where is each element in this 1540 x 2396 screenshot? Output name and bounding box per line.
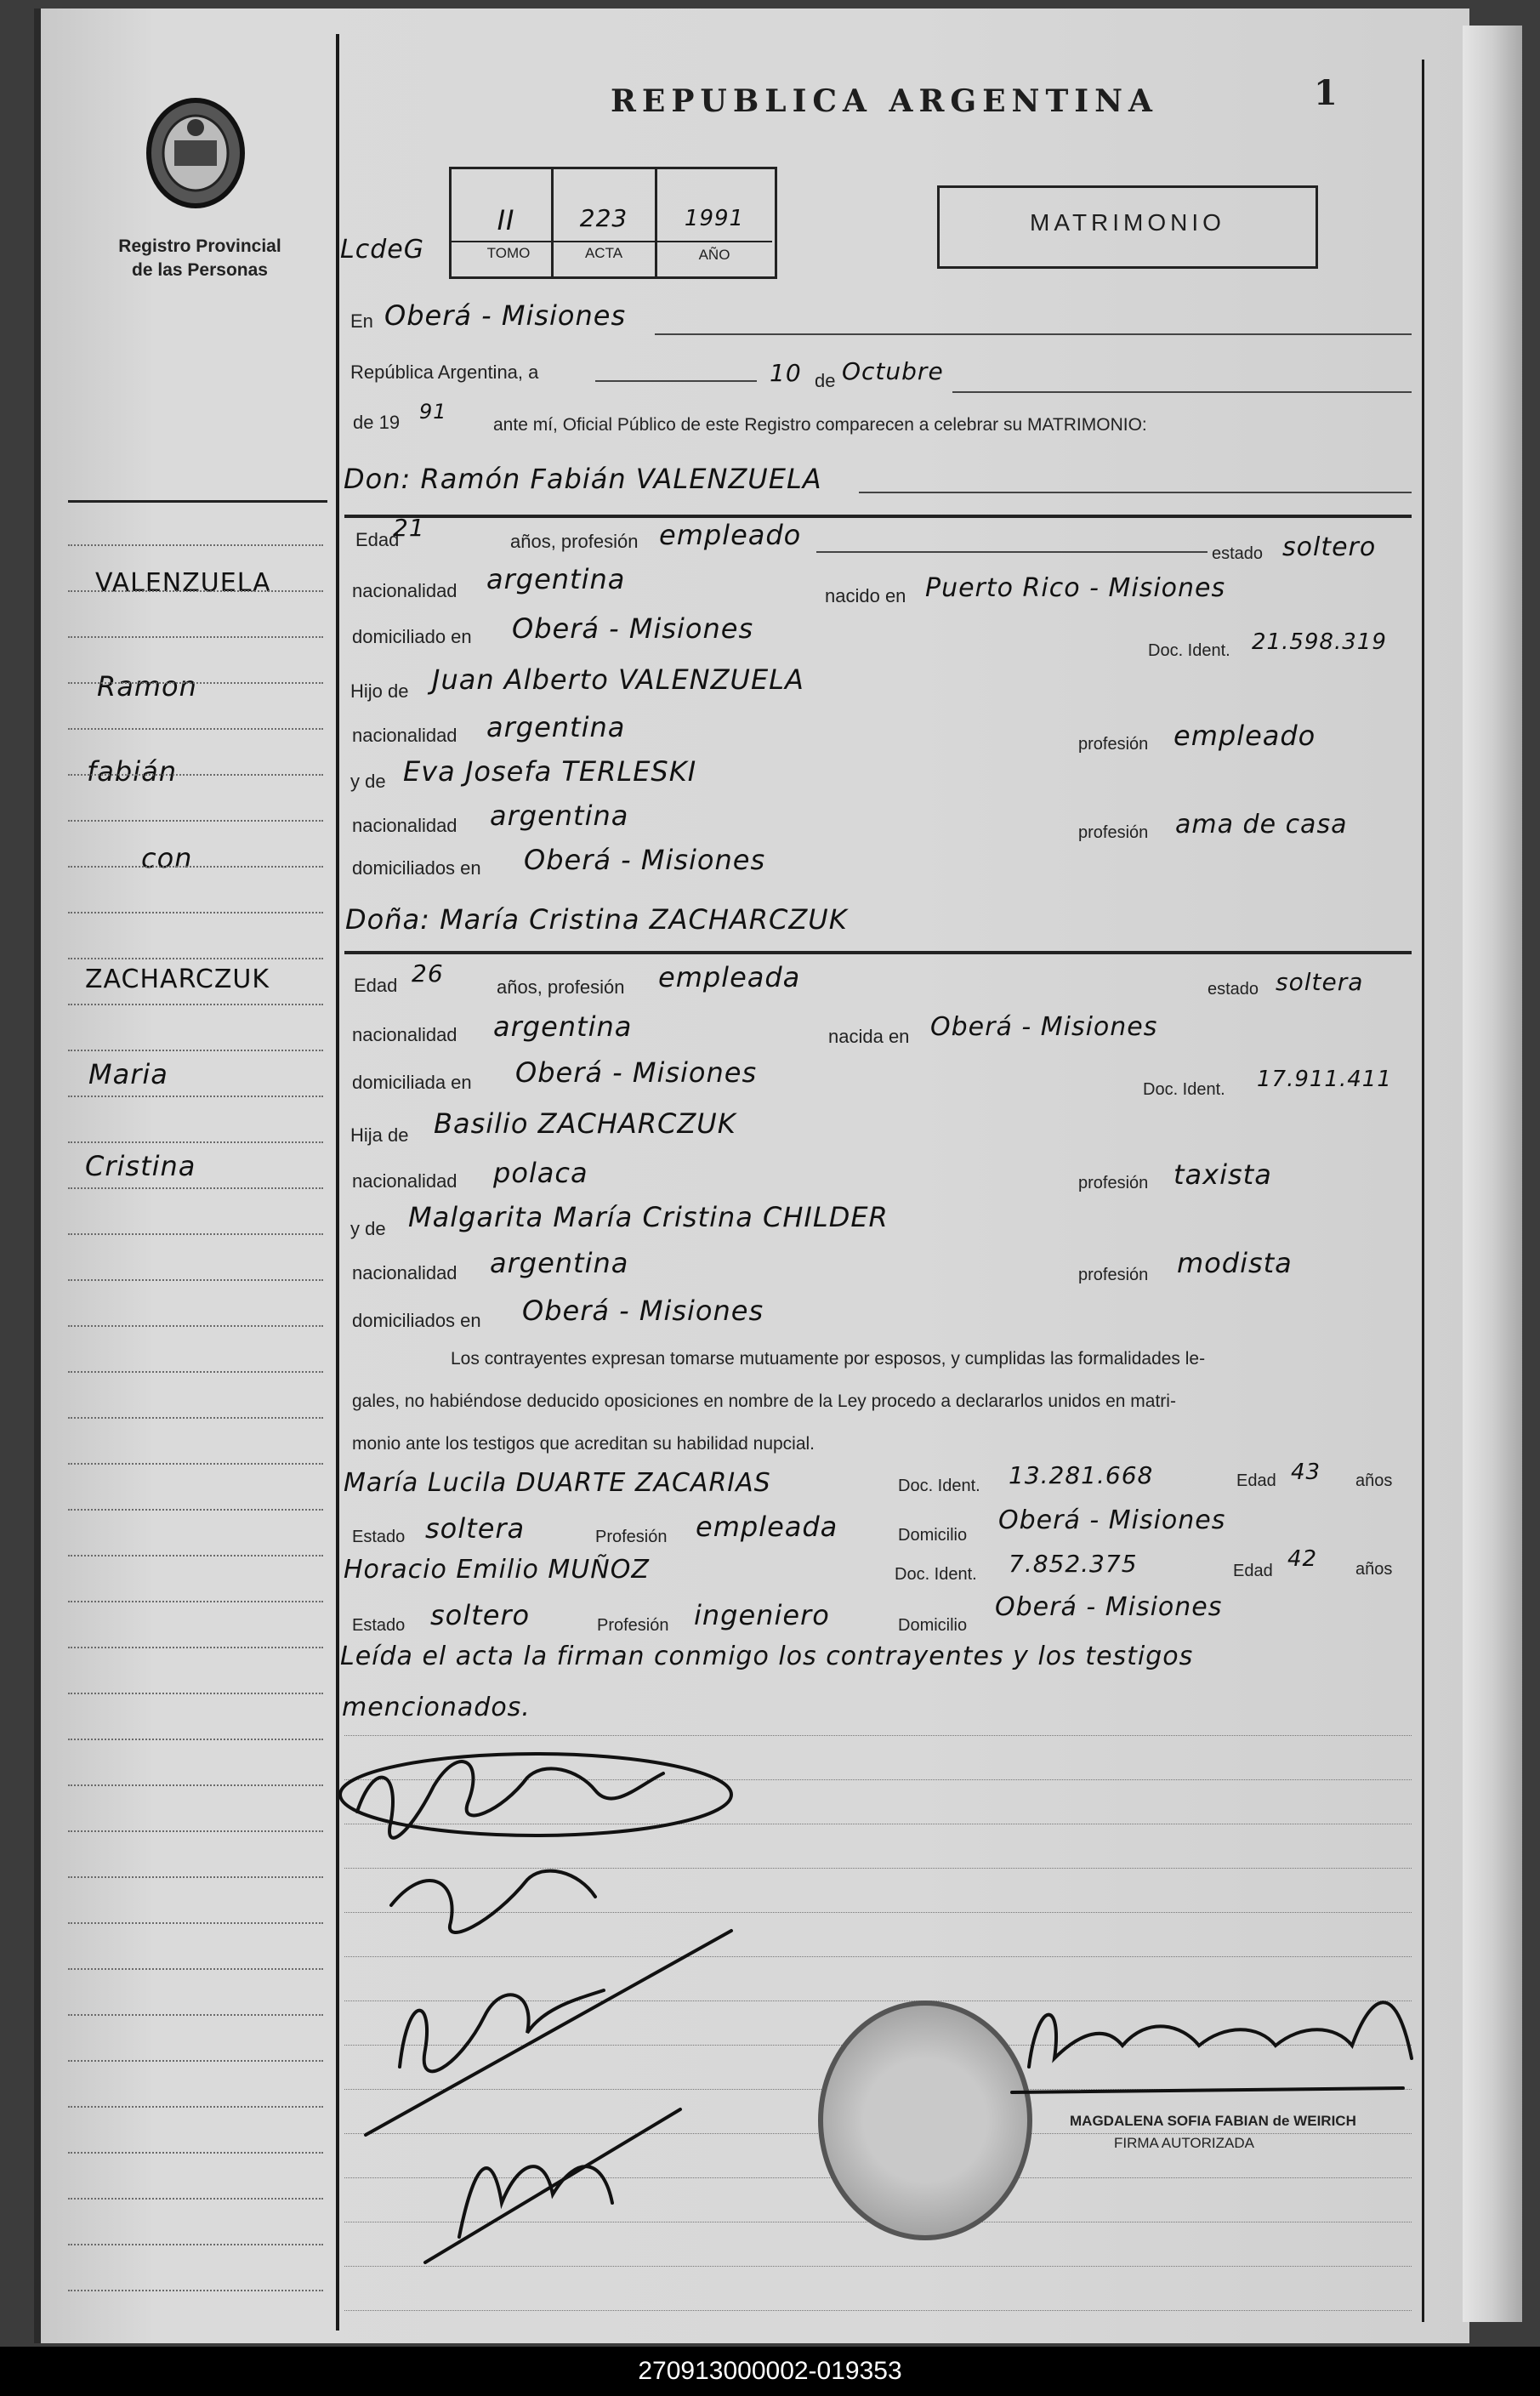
groom-father-prof-label: profesión — [1078, 735, 1149, 754]
witness-1-age: 43 — [1291, 1460, 1321, 1485]
ruled-line — [68, 866, 323, 868]
ruled-line — [68, 1325, 323, 1327]
groom-nationality: argentina — [486, 563, 626, 595]
groom-mother-prof-label: profesión — [1078, 823, 1149, 842]
year-prefix: de 19 — [353, 412, 401, 433]
ruled-line — [68, 682, 323, 684]
record-type: MATRIMONIO — [1030, 209, 1225, 236]
day: 10 — [770, 359, 802, 387]
ruled-line — [68, 1509, 323, 1511]
ruled-line — [68, 1693, 323, 1694]
groom-parents-dom-label: domiciliados en — [352, 857, 481, 879]
ruled-line — [68, 1141, 323, 1143]
groom-nac-label: nacionalidad — [352, 580, 457, 601]
witness-1-estado-label: Estado — [352, 1528, 406, 1546]
ruled-line — [68, 1279, 323, 1281]
ruled-line — [68, 1417, 323, 1419]
margin-line-5: ZACHARCZUK — [85, 965, 270, 994]
ruled-line — [68, 774, 323, 776]
margin-line-1: VALENZUELA — [95, 568, 271, 598]
month: Octubre — [842, 357, 944, 385]
acta-value: 223 — [579, 204, 628, 232]
bride-daughter-label: Hija de — [350, 1124, 409, 1146]
republica-label: República Argentina, a — [350, 361, 539, 383]
witness-1-doc: 13.281.668 — [1009, 1461, 1154, 1489]
country-title: REPUBLICA ARGENTINA — [611, 83, 1158, 119]
ruled-line — [68, 1555, 323, 1557]
bride-parents-address: Oberá - Misiones — [522, 1295, 764, 1327]
ruled-line — [68, 1922, 323, 1924]
witness-1-profession: empleada — [696, 1511, 838, 1543]
image-id-bar: 270913000002-019353 — [0, 2347, 1540, 2396]
ruled-line — [68, 2060, 323, 2062]
en-label: En — [350, 310, 373, 332]
de-label: de — [815, 370, 836, 391]
bride-mother-prof-label: profesión — [1078, 1266, 1149, 1284]
bride-marital-status: soltera — [1276, 968, 1364, 996]
bride-father-nationality: polaca — [493, 1157, 588, 1189]
ruled-line — [68, 1233, 323, 1235]
witness-2-years-label: años — [1355, 1560, 1393, 1579]
ruled-line — [68, 2014, 323, 2016]
page-number: 1 — [1314, 73, 1338, 113]
groom-mother-nationality: argentina — [490, 800, 629, 832]
ruled-line — [68, 2152, 323, 2154]
groom-born-label: nacido en — [825, 585, 906, 606]
ruled-line — [68, 1371, 323, 1373]
declaration-line-3: monio ante los testigos que acreditan su habilidad nupcial. — [352, 1434, 815, 1454]
ruled-line — [68, 1876, 323, 1878]
bride-edad-label: Edad — [354, 975, 398, 996]
witness-2-dom-label: Domicilio — [898, 1616, 968, 1635]
ruled-line — [68, 728, 323, 730]
witness-2-status: soltero — [430, 1599, 531, 1631]
bride-doc-label: Doc. Ident. — [1143, 1080, 1225, 1099]
bride-estado-label: estado — [1208, 980, 1259, 999]
groom-estado-label: estado — [1212, 544, 1264, 563]
bride-mother-label: y de — [350, 1218, 386, 1239]
groom-address: Oberá - Misiones — [512, 612, 754, 645]
ruled-line — [68, 636, 323, 638]
groom-mother-nac-label: nacionalidad — [352, 815, 457, 836]
page-edge — [1463, 26, 1522, 2322]
ruled-line — [68, 1647, 323, 1648]
groom-father-profession: empleado — [1173, 720, 1316, 752]
witness-1-name: María Lucila DUARTE ZACARIAS — [344, 1468, 771, 1498]
witness-2-profession: ingeniero — [694, 1599, 830, 1631]
ruled-line — [68, 2106, 323, 2108]
bride-father-profession: taxista — [1173, 1158, 1272, 1191]
witness-2-estado-label: Estado — [352, 1616, 406, 1635]
ruled-line — [68, 820, 323, 822]
declaration-line-2: gales, no habiéndose deducido oposiciones en nombre de la Ley procedo a declararlos unidos en matri- — [352, 1392, 1176, 1411]
margin-line-6: Maria — [88, 1058, 168, 1090]
groom-mother-label: y de — [350, 771, 386, 792]
groom-doc-label: Doc. Ident. — [1148, 641, 1230, 660]
year-label: AÑO — [698, 247, 730, 263]
bride-dom-label: domiciliada en — [352, 1072, 472, 1093]
bride-born-label: nacida en — [828, 1026, 910, 1047]
ruled-line — [68, 544, 323, 546]
intro-text: ante mí, Oficial Público de este Registro comparecen a celebrar su MATRIMONIO: — [493, 415, 1147, 435]
bride-mother: Malgarita María Cristina CHILDER — [408, 1201, 889, 1233]
ruled-line — [68, 1463, 323, 1465]
ruled-line — [344, 2310, 1412, 2311]
margin-line-7: Cristina — [85, 1150, 196, 1182]
year-suffix: 91 — [419, 400, 447, 424]
bride-address: Oberá - Misiones — [515, 1056, 758, 1089]
groom-mother: Eva Josefa TERLESKI — [403, 755, 697, 788]
ruled-line — [68, 1050, 323, 1051]
margin-line-2: Ramon — [97, 670, 197, 703]
witness-1-prof-label: Profesión — [595, 1528, 668, 1546]
groom-name: Don: Ramón Fabián VALENZUELA — [344, 463, 822, 495]
witness-1-status: soltera — [425, 1512, 526, 1545]
registry-name: Registro Provincial de las Personas — [118, 236, 281, 280]
tomo-label: TOMO — [486, 245, 531, 261]
bride-doc: 17.911.411 — [1257, 1067, 1392, 1092]
witness-2-address: Oberá - Misiones — [995, 1592, 1223, 1622]
bride-mother-nationality: argentina — [490, 1247, 629, 1279]
ruled-line — [68, 1739, 323, 1740]
ruled-line — [68, 1096, 323, 1097]
witness-1-doc-label: Doc. Ident. — [898, 1477, 980, 1495]
bride-nac-label: nacionalidad — [352, 1024, 457, 1045]
groom-doc: 21.598.319 — [1252, 629, 1387, 655]
bride-mother-profession: modista — [1177, 1247, 1293, 1279]
groom-father-nationality: argentina — [486, 711, 626, 743]
ruled-line — [68, 1601, 323, 1602]
witness-2-doc-label: Doc. Ident. — [895, 1565, 977, 1584]
witness-1-dom-label: Domicilio — [898, 1526, 968, 1545]
bride-father-prof-label: profesión — [1078, 1174, 1149, 1192]
groom-birthplace: Puerto Rico - Misiones — [925, 573, 1226, 603]
ruled-line — [68, 958, 323, 959]
witness-2-prof-label: Profesión — [597, 1616, 669, 1635]
officer-stamp-role: FIRMA AUTORIZADA — [1114, 2135, 1254, 2151]
ruled-line — [68, 1830, 323, 1832]
groom-son-label: Hijo de — [350, 680, 409, 702]
bride-name: Doña: María Cristina ZACHARCZUK — [345, 903, 848, 936]
groom-parents-address: Oberá - Misiones — [524, 844, 766, 876]
groom-prof-label: años, profesión — [510, 531, 639, 552]
witness-1-years-label: años — [1355, 1471, 1393, 1490]
officer-signature — [995, 1965, 1420, 2118]
bride-nationality: argentina — [493, 1010, 633, 1043]
bride-prof-label: años, profesión — [497, 976, 625, 998]
witness-2-age: 42 — [1287, 1546, 1318, 1572]
ruled-line — [68, 1784, 323, 1786]
bride-profession: empleada — [658, 961, 801, 993]
year-value: 1991 — [684, 206, 745, 231]
bride-mother-nac-label: nacionalidad — [352, 1262, 457, 1283]
closing-line-1: Leída el acta la firman conmigo los contrayentes y los testigos — [340, 1642, 1194, 1671]
reference-code: LcdeG — [340, 235, 424, 265]
witness-1-edad-label: Edad — [1236, 1471, 1276, 1490]
groom-mother-profession: ama de casa — [1175, 810, 1348, 839]
declaration-line-1: Los contrayentes expresan tomarse mutuamente por esposos, y cumplidas las formalidades le- — [451, 1349, 1206, 1369]
acta-label: ACTA — [584, 245, 623, 261]
witness-2-name: Horacio Emilio MUÑOZ — [344, 1555, 650, 1585]
place: Oberá - Misiones — [384, 299, 627, 332]
bride-age: 26 — [412, 959, 444, 987]
witness-2-edad-label: Edad — [1233, 1562, 1273, 1580]
ruled-line — [68, 2290, 323, 2291]
margin-line-3: fabián — [87, 755, 177, 788]
ruled-line — [68, 2198, 323, 2200]
registry-seal-icon — [140, 94, 251, 221]
right-border — [1422, 60, 1424, 2322]
bride-father-nac-label: nacionalidad — [352, 1170, 457, 1192]
ruled-line — [68, 1187, 323, 1189]
ruled-line — [68, 590, 323, 592]
party-signatures — [323, 1710, 850, 2271]
groom-father-nac-label: nacionalidad — [352, 725, 457, 746]
tomo-value: II — [497, 204, 515, 236]
groom-edad-label: Edad — [355, 529, 400, 550]
ruled-line — [68, 912, 323, 913]
witness-2-doc: 7.852.375 — [1009, 1550, 1138, 1578]
ruled-line — [68, 1004, 323, 1005]
bride-parents-dom-label: domiciliados en — [352, 1310, 481, 1331]
ruled-line — [68, 2244, 323, 2245]
groom-profession: empleado — [659, 519, 802, 551]
witness-1-address: Oberá - Misiones — [998, 1505, 1226, 1535]
ruled-line — [68, 1968, 323, 1970]
groom-dom-label: domiciliado en — [352, 626, 472, 647]
groom-father: Juan Alberto VALENZUELA — [432, 663, 804, 696]
closing-line-2: mencionados. — [342, 1693, 531, 1722]
margin-line-4: con — [141, 842, 193, 874]
groom-age: 21 — [393, 514, 425, 542]
groom-marital-status: soltero — [1282, 532, 1377, 562]
bride-father: Basilio ZACHARCZUK — [434, 1107, 736, 1140]
officer-stamp-name: MAGDALENA SOFIA FABIAN de WEIRICH — [1070, 2113, 1356, 2129]
bride-birthplace: Oberá - Misiones — [930, 1012, 1158, 1042]
